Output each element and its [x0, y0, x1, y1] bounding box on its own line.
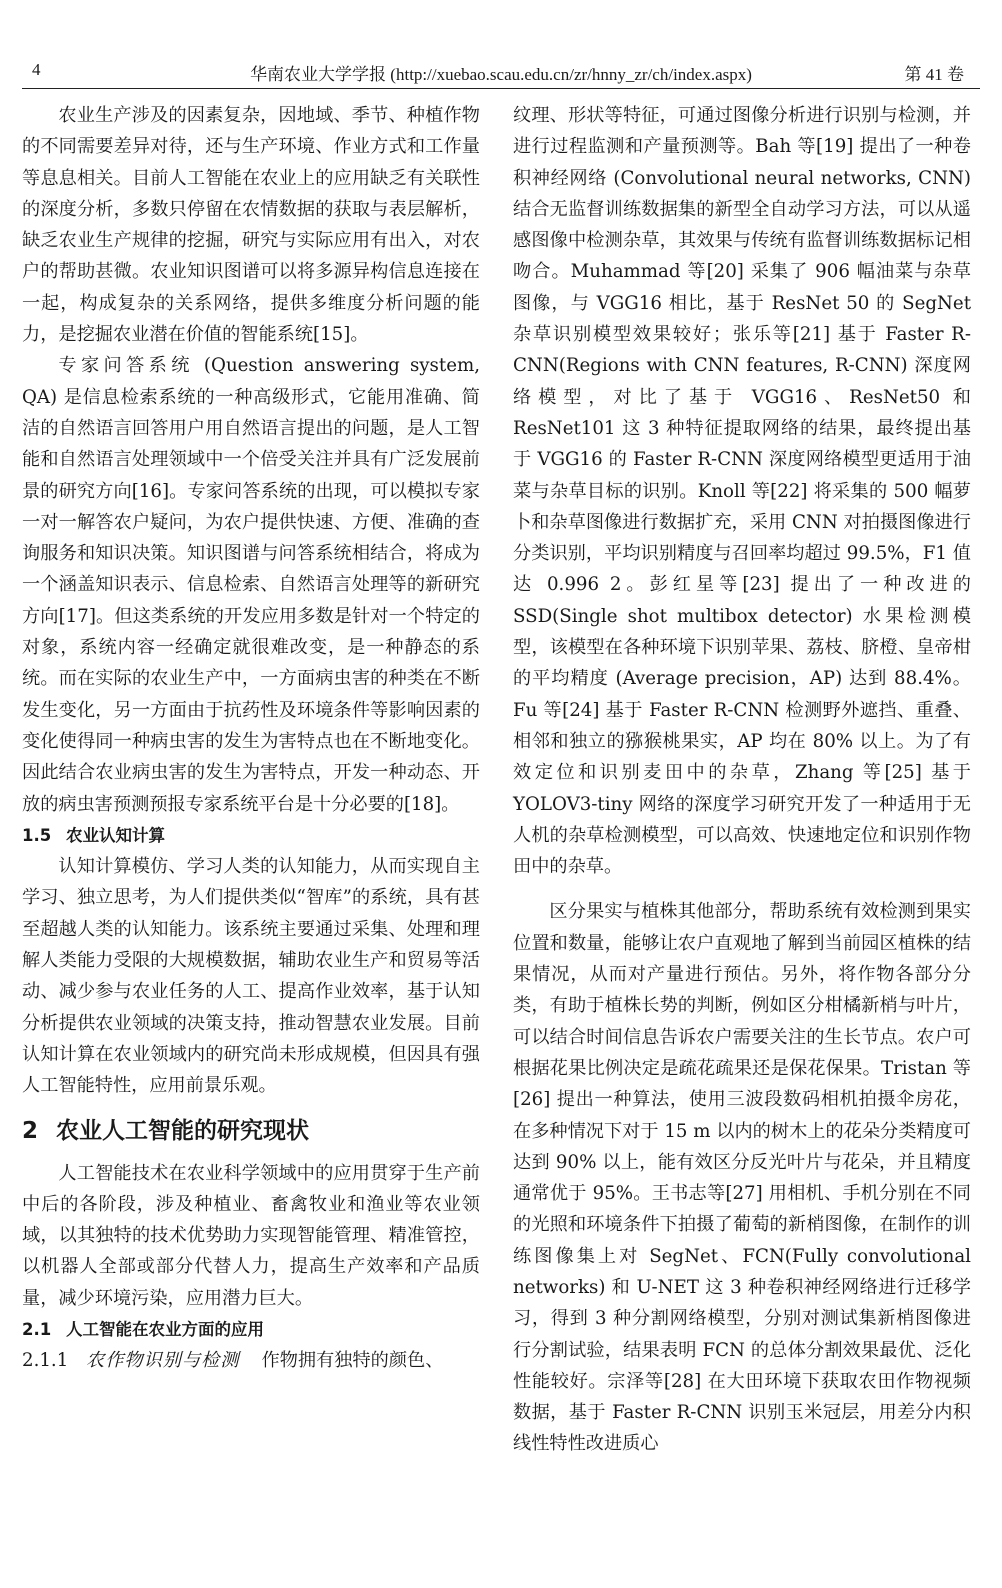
- page-number: 4: [32, 60, 41, 79]
- paragraph-ag-knowledge-graph: 农业生产涉及的因素复杂，因地域、季节、种植作物的不同需要差异对待，还与生产环境、作业方式和工作量等息息相关。目前人工智能在农业上的应用缺乏有关联性的深度分析，多数只停留在农情数据的获取与表层解析，缺乏农业生产规律的挖掘，研究与实际应用有出入，对农户的帮助甚微。农业知识图谱可以将多源异构信息连接在一起，构成复杂的关系网络，提供多维度分析问题的能力，是挖掘农业潜在价值的智能系统[15]。: [22, 105, 480, 346]
- journal-title: 华南农业大学学报 (http://xuebao.scau.edu.cn/zr/hnny_zr/ch/index.aspx): [250, 65, 752, 84]
- subsection-title: 农作物识别与检测: [86, 1350, 240, 1372]
- subsection-text: 作物拥有独特的颜色、: [261, 1350, 444, 1372]
- section-heading-1-5: [22, 820, 480, 851]
- section-number: 2.1: [22, 1319, 52, 1339]
- paragraph-crop-detection: 纹理、形状等特征，可通过图像分析进行识别与检测，并进行过程监测和产量预测等。Bah 等[19] 提出了一种卷积神经网络 (Convolutional neural networks, CNN) 结合无监督训练数据集的新型全自动学习方法，可以从遥感图像中检测杂草，其效果与传统有监督训练数据标记相吻合。Muhammad 等[20] 采集了 906 幅油菜与杂草图像，与 VGG16 相比，基于 ResNet 50 的 SegNet 杂草识别模型效果较好；张乐等[21] 基于 Faster R-CNN(Regions with CNN features, R-CNN) 深度网络模型，对比了基于 VGG16、ResNet50 和 ResNet101 这 3 种特征提取网络的结果，最终提出基于 VGG16 的 Faster R-CNN 深度网络模型更适用于油菜与杂草目标的识别。Knoll 等[22] 将采集的 500 幅萝卜和杂草图像进行数据扩充，采用 CNN 对拍摄图像进行分类识别，平均识别精度与召回率均超过 99.5%，F1 值达 0.996 2。彭红星等[23] 提出了一种改进的 SSD(Single shot multibox detector) 水果检测模型，该模型在各种环境下识别苹果、荔枝、脐橙、皇帝柑的平均精度 (Average precision，AP) 达到 88.4%。Fu 等[24] 基于 Faster R-CNN 检测野外遮挡、重叠、相邻和独立的猕猴桃果实，AP 均在 80% 以上。为了有效定位和识别麦田中的杂草，Zhang 等[25] 基于 YOLOV3-tiny 网络的深度学习研究开发了一种适用于无人机的杂草检测模型，可以高效、快速地定位和识别作物田中的杂草。: [513, 105, 971, 878]
- subsection-number: 2.1.1: [22, 1350, 69, 1372]
- section-number: 1.5: [22, 825, 52, 845]
- paragraph-qa-system: 专家问答系统 (Question answering system, QA) 是信息检索系统的一种高级形式，它能用准确、简洁的自然语言回答用户用自然语言提出的问题，是人工智能和自然语言处理领域中一个倍受关注并具有广泛发展前景的研究方向[16]。专家问答系统的出现，可以模拟专家一对一解答农户疑问，为农户提供快速、方便、准确的查询服务和知识决策。知识图谱与问答系统相结合，将成为一个涵盖知识表示、信息检索、自然语言处理等的新研究方向[17]。但这类系统的开发应用多数是针对一个特定的对象，系统内容一经确定就很难改变，是一种静态的系统。而在实际的农业生产中，一方面病虫害的种类在不断发生变化，另一方面由于抗药性及环境条件等影响因素的变化使得同一种病虫害的发生为害特点也在不断地变化。因此结合农业病虫害的发生为害特点，开发一种动态、开放的病虫害预测预报专家系统平台是十分必要的[18]。: [22, 355, 480, 815]
- paragraph-ai-applications: 人工智能技术在农业科学领域中的应用贯穿于生产前中后的各阶段，涉及种植业、畜禽牧业和渔业等农业领域，以其独特的技术优势助力实现智能管理、精准管控，以机器人全部或部分代替人力，提高生产效率和产品质量，减少环境污染，应用潜力巨大。: [22, 1162, 480, 1309]
- subsection-2-1-1: [22, 1345, 480, 1376]
- section-title: 人工智能在农业方面的应用: [66, 1319, 264, 1339]
- chapter-number: 2: [22, 1117, 39, 1144]
- section-title: 农业认知计算: [66, 825, 165, 845]
- paragraph-cognitive-computing: 认知计算模仿、学习人类的认知能力，从而实现自主学习、独立思考，为人们提供类似“智库”的系统，具有甚至超越人类的认知能力。该系统主要通过采集、处理和理解人类能力受限的大规模数据，辅助农业生产和贸易等活动、减少参与农业任务的人工、提高作业效率，基于认知分析提供农业领域的决策支持，推动智慧农业发展。目前认知计算在农业领域内的研究尚未形成规模，但因具有强人工智能特性，应用前景乐观。: [22, 856, 480, 1097]
- right-column: [513, 100, 971, 1460]
- chapter-title: 农业人工智能的研究现状: [56, 1117, 309, 1144]
- chapter-heading-2: [22, 1110, 480, 1152]
- running-header: [22, 58, 980, 89]
- paragraph-fruit-segmentation: 区分果实与植株其他部分，帮助系统有效检测到果实位置和数量，能够让农户直观地了解到当前园区植株的结果情况，从而对产量进行预估。另外，将作物各部分分类，有助于植株长势的判断，例如区分柑橘新梢与叶片，可以结合时间信息告诉农户需要关注的生长节点。农户可根据花果比例决定是疏花疏果还是保花保果。Tristan 等[26] 提出一种算法，使用三波段数码相机拍摄伞房花，在多种情况下对于 15 m 以内的树木上的花朵分类精度可达到 90% 以上，能有效区分反光叶片与花朵，并且精度通常优于 95%。王书志等[27] 用相机、手机分别在不同的光照和环境条件下拍摄了葡萄的新梢图像，在制作的训练图像集上对 SegNet、FCN(Fully convolutional networks) 和 U-NET 这 3 种卷积神经网络进行迁移学习，得到 3 种分割网络模型，分别对测试集新梢图像进行分割试验，结果表明 FCN 的总体分割效果最优、泛化性能较好。宗泽等[28] 在大田环境下获取农田作物视频数据，基于 Faster R-CNN 识别玉米冠层，用差分内积线性特性改进质心: [513, 901, 971, 1455]
- left-column: [22, 100, 480, 1377]
- section-heading-2-1: [22, 1314, 480, 1345]
- volume-label: 第 41 卷: [904, 65, 964, 84]
